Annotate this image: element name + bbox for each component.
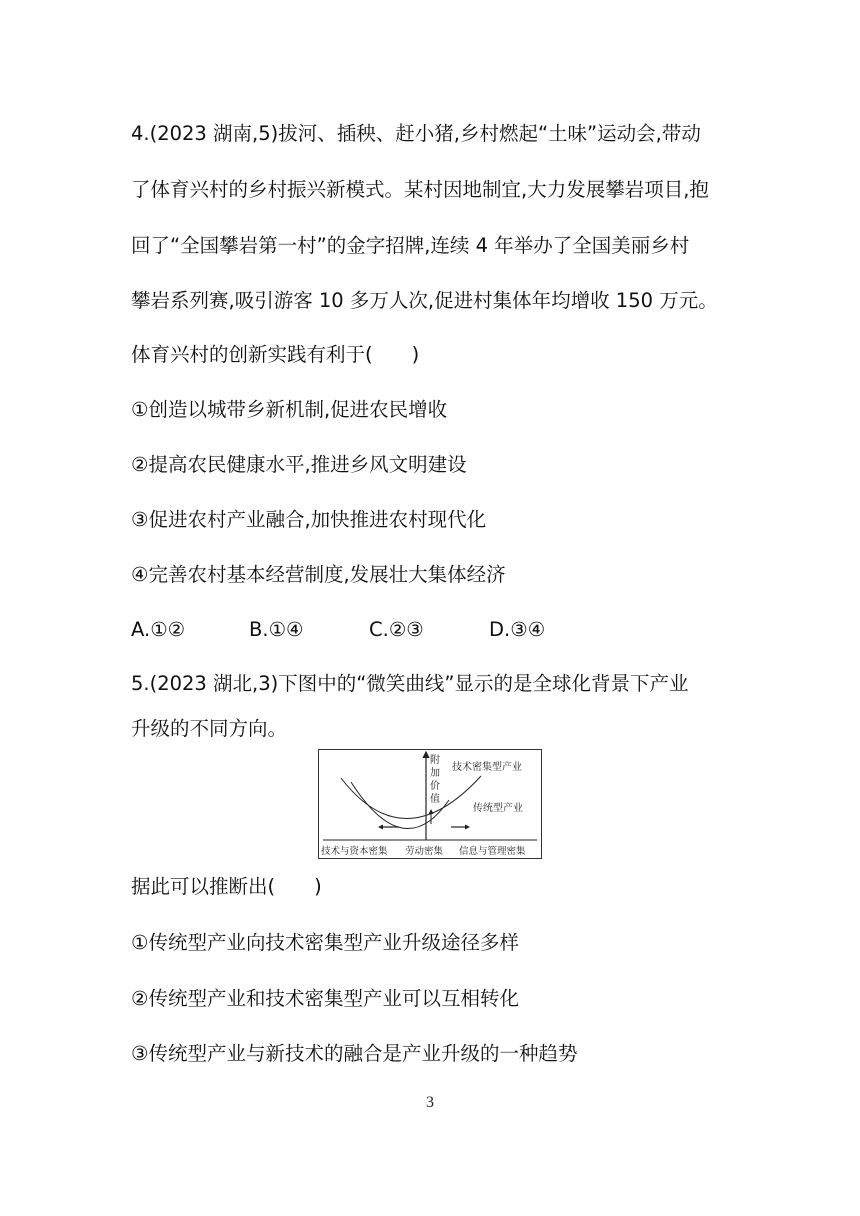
q5-stem-line-1: 5.(2023 湖北,3)下图中的“微笑曲线”显示的是全球化背景下产业 [131,672,689,695]
q4-stem-line-4: 攀岩系列赛,吸引游客 10 多万人次,促进村集体年均增收 150 万元。 [131,289,718,312]
curve-lower-label: 传统型产业 [473,803,523,814]
q4-option-c: C.②③ [369,618,424,641]
q4-option-a: A.①② [131,618,186,641]
curve-upper-label: 技术密集型产业 [452,762,522,773]
right-arrow-head [465,825,470,830]
x-label-middle: 劳动密集 [405,846,444,857]
up-arrow-head [429,809,434,814]
q5-statement-1: ①传统型产业向技术密集型产业升级途径多样 [131,931,519,954]
q5-prompt: 据此可以推断出( ) [131,875,322,898]
x-label-right: 信息与管理密集 [459,846,526,857]
y-axis-label-1: 附 [430,755,440,766]
q4-statement-3: ③促进农村产业融合,加快推进农村现代化 [131,508,487,531]
q4-option-d: D.③④ [489,618,546,641]
q4-stem-line-1: 4.(2023 湖南,5)拔河、插秧、赶小猪,乡村燃起“土味”运动会,带动 [131,122,701,145]
y-axis-label-2: 加 [430,768,440,779]
smile-curve-svg [319,750,541,858]
left-arrow-head [378,825,383,830]
q4-statement-1: ①创造以城带乡新机制,促进农民增收 [131,398,448,421]
q4-options [131,616,545,644]
x-label-left: 技术与资本密集 [321,846,388,857]
q5-statement-3: ③传统型产业与新技术的融合是产业升级的一种趋势 [131,1042,578,1065]
page-number: 3 [426,1094,434,1111]
q5-stem-line-2: 升级的不同方向。 [131,717,288,740]
q5-statement-2: ②传统型产业和技术密集型产业可以互相转化 [131,987,519,1010]
q4-option-b: B.①④ [249,618,304,641]
q4-stem-line-5: 体育兴村的创新实践有利于( ) [131,343,420,366]
y-axis-label-3: 价 [430,781,440,792]
q4-statement-2: ②提高农民健康水平,推进乡风文明建设 [131,453,467,476]
q4-statement-4: ④完善农村基本经营制度,发展壮大集体经济 [131,563,506,586]
y-axis-label-4: 值 [430,794,440,805]
q4-stem-line-3: 回了“全国攀岩第一村”的金字招牌,连续 4 年举办了全国美丽乡村 [131,234,690,257]
q4-stem-line-2: 了体育兴村的乡村振兴新模式。某村因地制宜,大力发展攀岩项目,抱 [131,178,709,201]
smile-curve-figure [318,749,542,859]
